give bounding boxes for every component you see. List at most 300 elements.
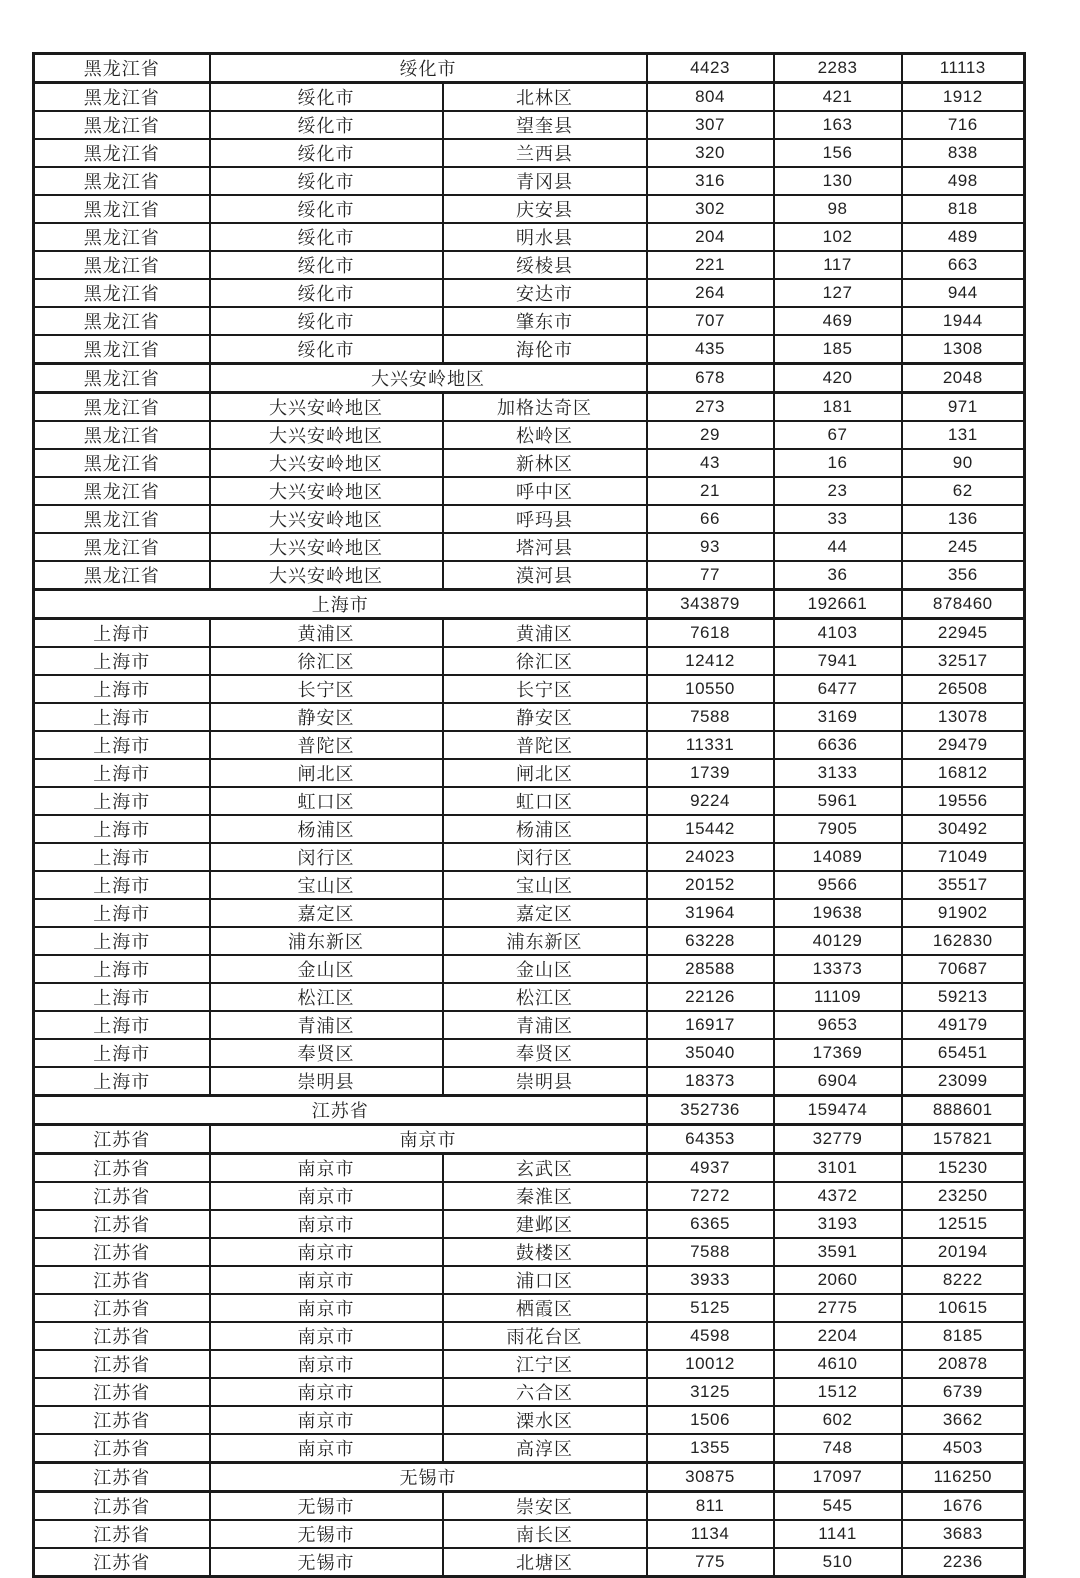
cell-value-3: 20878 — [902, 1350, 1025, 1378]
cell-province: 上海市 — [34, 675, 210, 703]
cell-district: 徐汇区 — [443, 647, 647, 675]
cell-value-2: 102 — [774, 223, 902, 251]
cell-province: 上海市 — [34, 619, 210, 648]
table-row-summary — [34, 54, 1025, 83]
cell-value-2: 2204 — [774, 1322, 902, 1350]
cell-province: 江苏省 — [34, 1463, 210, 1492]
cell-city: 绥化市 — [210, 195, 443, 223]
cell-value-2: 6477 — [774, 675, 902, 703]
cell-province: 黑龙江省 — [34, 335, 210, 364]
table-body — [34, 54, 1025, 1577]
cell-district: 宝山区 — [443, 871, 647, 899]
cell-value-3: 2048 — [902, 364, 1025, 393]
cell-value-3: 32517 — [902, 647, 1025, 675]
cell-value-1: 35040 — [647, 1039, 774, 1067]
cell-province: 上海市 — [34, 927, 210, 955]
cell-value-3: 489 — [902, 223, 1025, 251]
table-row — [34, 871, 1025, 899]
cell-province: 上海市 — [34, 843, 210, 871]
cell-district: 建邺区 — [443, 1210, 647, 1238]
cell-city: 崇明县 — [210, 1067, 443, 1096]
cell-value-3: 15230 — [902, 1154, 1025, 1183]
cell-value-3: 20194 — [902, 1238, 1025, 1266]
cell-province: 江苏省 — [34, 1434, 210, 1463]
table-row — [34, 1406, 1025, 1434]
cell-district: 明水县 — [443, 223, 647, 251]
cell-value-3: 716 — [902, 111, 1025, 139]
cell-value-1: 3933 — [647, 1266, 774, 1294]
cell-value-3: 131 — [902, 421, 1025, 449]
cell-city: 闸北区 — [210, 759, 443, 787]
cell-value-2: 6904 — [774, 1067, 902, 1096]
cell-value-3: 1944 — [902, 307, 1025, 335]
cell-value-3: 136 — [902, 505, 1025, 533]
cell-value-2: 192661 — [774, 590, 902, 619]
cell-value-2: 421 — [774, 83, 902, 112]
cell-province: 上海市 — [34, 1067, 210, 1096]
cell-province: 上海市 — [34, 1011, 210, 1039]
cell-province: 江苏省 — [34, 1238, 210, 1266]
cell-province: 上海市 — [34, 871, 210, 899]
cell-value-2: 420 — [774, 364, 902, 393]
cell-value-2: 3133 — [774, 759, 902, 787]
cell-district: 江宁区 — [443, 1350, 647, 1378]
cell-value-3: 49179 — [902, 1011, 1025, 1039]
cell-city: 奉贤区 — [210, 1039, 443, 1067]
cell-value-3: 12515 — [902, 1210, 1025, 1238]
cell-province: 江苏省 — [34, 1182, 210, 1210]
cell-city: 浦东新区 — [210, 927, 443, 955]
cell-province: 黑龙江省 — [34, 139, 210, 167]
cell-value-2: 2060 — [774, 1266, 902, 1294]
cell-value-3: 23099 — [902, 1067, 1025, 1096]
table-row — [34, 335, 1025, 364]
cell-value-3: 1912 — [902, 83, 1025, 112]
cell-city: 大兴安岭地区 — [210, 505, 443, 533]
cell-city: 大兴安岭地区 — [210, 421, 443, 449]
cell-value-3: 245 — [902, 533, 1025, 561]
cell-district: 高淳区 — [443, 1434, 647, 1463]
table-row — [34, 647, 1025, 675]
cell-city: 普陀区 — [210, 731, 443, 759]
cell-value-2: 163 — [774, 111, 902, 139]
cell-value-2: 32779 — [774, 1125, 902, 1154]
table-row — [34, 1182, 1025, 1210]
table-row — [34, 675, 1025, 703]
cell-value-2: 36 — [774, 561, 902, 590]
cell-province: 江苏省 — [34, 1378, 210, 1406]
table-row — [34, 195, 1025, 223]
cell-value-2: 16 — [774, 449, 902, 477]
table-row — [34, 1548, 1025, 1577]
cell-value-2: 159474 — [774, 1096, 902, 1125]
cell-value-3: 4503 — [902, 1434, 1025, 1463]
cell-value-1: 15442 — [647, 815, 774, 843]
cell-value-3: 162830 — [902, 927, 1025, 955]
cell-city: 绥化市 — [210, 167, 443, 195]
table-row — [34, 223, 1025, 251]
cell-province: 黑龙江省 — [34, 54, 210, 83]
cell-city: 绥化市 — [210, 251, 443, 279]
cell-value-1: 5125 — [647, 1294, 774, 1322]
cell-value-3: 22945 — [902, 619, 1025, 648]
cell-value-1: 66 — [647, 505, 774, 533]
cell-value-1: 316 — [647, 167, 774, 195]
table-row-summary — [34, 364, 1025, 393]
cell-value-1: 707 — [647, 307, 774, 335]
cell-city: 南京市 — [210, 1294, 443, 1322]
cell-district: 松岭区 — [443, 421, 647, 449]
cell-value-3: 838 — [902, 139, 1025, 167]
cell-province: 江苏省 — [34, 1350, 210, 1378]
table-row — [34, 505, 1025, 533]
cell-province: 黑龙江省 — [34, 279, 210, 307]
table-row — [34, 1039, 1025, 1067]
cell-value-2: 98 — [774, 195, 902, 223]
cell-district: 虹口区 — [443, 787, 647, 815]
table-row — [34, 421, 1025, 449]
cell-city: 无锡市 — [210, 1548, 443, 1577]
cell-value-2: 2283 — [774, 54, 902, 83]
cell-province: 上海市 — [34, 647, 210, 675]
cell-district: 普陀区 — [443, 731, 647, 759]
cell-value-3: 1676 — [902, 1492, 1025, 1521]
cell-city-merged: 大兴安岭地区 — [210, 364, 647, 393]
cell-value-3: 13078 — [902, 703, 1025, 731]
table-row — [34, 251, 1025, 279]
cell-value-3: 8222 — [902, 1266, 1025, 1294]
cell-value-2: 156 — [774, 139, 902, 167]
cell-city-merged: 无锡市 — [210, 1463, 647, 1492]
table-row — [34, 1520, 1025, 1548]
table-row — [34, 167, 1025, 195]
cell-city: 金山区 — [210, 955, 443, 983]
table-row — [34, 899, 1025, 927]
cell-district: 北塘区 — [443, 1548, 647, 1577]
cell-value-3: 35517 — [902, 871, 1025, 899]
cell-value-2: 117 — [774, 251, 902, 279]
cell-value-1: 1506 — [647, 1406, 774, 1434]
cell-province: 黑龙江省 — [34, 561, 210, 590]
cell-district: 漠河县 — [443, 561, 647, 590]
cell-value-1: 64353 — [647, 1125, 774, 1154]
cell-province: 江苏省 — [34, 1520, 210, 1548]
cell-city: 无锡市 — [210, 1492, 443, 1521]
cell-province: 上海市 — [34, 899, 210, 927]
cell-city: 闵行区 — [210, 843, 443, 871]
cell-value-3: 71049 — [902, 843, 1025, 871]
table-row — [34, 1492, 1025, 1521]
cell-province: 上海市 — [34, 815, 210, 843]
cell-district: 呼玛县 — [443, 505, 647, 533]
table-row — [34, 731, 1025, 759]
cell-city: 宝山区 — [210, 871, 443, 899]
cell-value-2: 3591 — [774, 1238, 902, 1266]
cell-value-1: 204 — [647, 223, 774, 251]
cell-value-3: 2236 — [902, 1548, 1025, 1577]
cell-province: 黑龙江省 — [34, 195, 210, 223]
cell-value-2: 130 — [774, 167, 902, 195]
cell-province: 黑龙江省 — [34, 223, 210, 251]
table-row — [34, 1154, 1025, 1183]
cell-value-1: 31964 — [647, 899, 774, 927]
cell-district: 六合区 — [443, 1378, 647, 1406]
table-row — [34, 1011, 1025, 1039]
cell-value-3: 116250 — [902, 1463, 1025, 1492]
cell-value-3: 19556 — [902, 787, 1025, 815]
cell-province: 江苏省 — [34, 1154, 210, 1183]
cell-district: 崇明县 — [443, 1067, 647, 1096]
table-row — [34, 1238, 1025, 1266]
cell-value-3: 16812 — [902, 759, 1025, 787]
cell-value-1: 21 — [647, 477, 774, 505]
cell-value-1: 1739 — [647, 759, 774, 787]
cell-city: 大兴安岭地区 — [210, 533, 443, 561]
cell-value-1: 18373 — [647, 1067, 774, 1096]
cell-district: 鼓楼区 — [443, 1238, 647, 1266]
cell-province: 黑龙江省 — [34, 83, 210, 112]
cell-value-1: 352736 — [647, 1096, 774, 1125]
cell-province: 江苏省 — [34, 1125, 210, 1154]
cell-city: 绥化市 — [210, 111, 443, 139]
cell-district: 安达市 — [443, 279, 647, 307]
cell-value-1: 10550 — [647, 675, 774, 703]
cell-district: 加格达奇区 — [443, 393, 647, 422]
cell-value-2: 2775 — [774, 1294, 902, 1322]
cell-value-1: 20152 — [647, 871, 774, 899]
table-row — [34, 703, 1025, 731]
cell-value-1: 804 — [647, 83, 774, 112]
cell-value-2: 4610 — [774, 1350, 902, 1378]
table-row — [34, 815, 1025, 843]
cell-city: 绥化市 — [210, 307, 443, 335]
cell-city: 南京市 — [210, 1350, 443, 1378]
cell-province: 江苏省 — [34, 1210, 210, 1238]
cell-city: 大兴安岭地区 — [210, 449, 443, 477]
cell-value-1: 302 — [647, 195, 774, 223]
cell-district: 闵行区 — [443, 843, 647, 871]
cell-value-3: 818 — [902, 195, 1025, 223]
cell-province: 黑龙江省 — [34, 393, 210, 422]
cell-city: 松江区 — [210, 983, 443, 1011]
cell-district: 望奎县 — [443, 111, 647, 139]
cell-value-3: 29479 — [902, 731, 1025, 759]
cell-value-3: 1308 — [902, 335, 1025, 364]
cell-district: 嘉定区 — [443, 899, 647, 927]
cell-value-3: 888601 — [902, 1096, 1025, 1125]
table-row — [34, 1378, 1025, 1406]
cell-value-1: 264 — [647, 279, 774, 307]
cell-city: 青浦区 — [210, 1011, 443, 1039]
cell-value-2: 3169 — [774, 703, 902, 731]
cell-value-2: 67 — [774, 421, 902, 449]
table-row — [34, 393, 1025, 422]
cell-city: 大兴安岭地区 — [210, 477, 443, 505]
cell-value-1: 4937 — [647, 1154, 774, 1183]
cell-value-1: 4598 — [647, 1322, 774, 1350]
cell-province: 江苏省 — [34, 1548, 210, 1577]
cell-province: 黑龙江省 — [34, 251, 210, 279]
cell-city: 南京市 — [210, 1182, 443, 1210]
cell-value-1: 811 — [647, 1492, 774, 1521]
cell-province: 江苏省 — [34, 1406, 210, 1434]
cell-city-merged: 南京市 — [210, 1125, 647, 1154]
table-row — [34, 787, 1025, 815]
cell-city: 徐汇区 — [210, 647, 443, 675]
cell-value-1: 4423 — [647, 54, 774, 83]
cell-value-1: 221 — [647, 251, 774, 279]
cell-value-1: 7272 — [647, 1182, 774, 1210]
cell-value-1: 9224 — [647, 787, 774, 815]
cell-district: 溧水区 — [443, 1406, 647, 1434]
cell-value-1: 28588 — [647, 955, 774, 983]
cell-value-2: 19638 — [774, 899, 902, 927]
cell-province: 上海市 — [34, 955, 210, 983]
cell-value-1: 43 — [647, 449, 774, 477]
table-row — [34, 279, 1025, 307]
cell-value-2: 11109 — [774, 983, 902, 1011]
cell-province: 黑龙江省 — [34, 167, 210, 195]
cell-value-3: 3662 — [902, 1406, 1025, 1434]
table-row — [34, 843, 1025, 871]
cell-district: 兰西县 — [443, 139, 647, 167]
cell-district: 金山区 — [443, 955, 647, 983]
cell-value-1: 307 — [647, 111, 774, 139]
cell-province: 上海市 — [34, 1039, 210, 1067]
table-row — [34, 1322, 1025, 1350]
cell-value-3: 62 — [902, 477, 1025, 505]
cell-value-2: 3193 — [774, 1210, 902, 1238]
cell-value-2: 40129 — [774, 927, 902, 955]
cell-district: 黄浦区 — [443, 619, 647, 648]
cell-value-1: 24023 — [647, 843, 774, 871]
table-row — [34, 307, 1025, 335]
cell-value-1: 30875 — [647, 1463, 774, 1492]
cell-value-1: 343879 — [647, 590, 774, 619]
cell-value-3: 90 — [902, 449, 1025, 477]
cell-value-3: 3683 — [902, 1520, 1025, 1548]
cell-city: 南京市 — [210, 1266, 443, 1294]
cell-district: 浦东新区 — [443, 927, 647, 955]
cell-value-3: 663 — [902, 251, 1025, 279]
cell-value-3: 6739 — [902, 1378, 1025, 1406]
cell-value-1: 273 — [647, 393, 774, 422]
cell-value-2: 17369 — [774, 1039, 902, 1067]
cell-value-3: 971 — [902, 393, 1025, 422]
cell-city: 黄浦区 — [210, 619, 443, 648]
cell-value-1: 77 — [647, 561, 774, 590]
cell-value-2: 4372 — [774, 1182, 902, 1210]
cell-city: 绥化市 — [210, 83, 443, 112]
table-row-summary — [34, 1096, 1025, 1125]
cell-value-1: 11331 — [647, 731, 774, 759]
cell-value-2: 23 — [774, 477, 902, 505]
cell-value-2: 1141 — [774, 1520, 902, 1548]
table-row — [34, 111, 1025, 139]
cell-district: 海伦市 — [443, 335, 647, 364]
cell-value-3: 356 — [902, 561, 1025, 590]
cell-value-2: 7905 — [774, 815, 902, 843]
cell-city: 南京市 — [210, 1238, 443, 1266]
cell-value-1: 10012 — [647, 1350, 774, 1378]
cell-city: 绥化市 — [210, 279, 443, 307]
cell-province: 江苏省 — [34, 1322, 210, 1350]
table-row — [34, 477, 1025, 505]
table-row — [34, 1350, 1025, 1378]
cell-value-3: 59213 — [902, 983, 1025, 1011]
cell-district: 北林区 — [443, 83, 647, 112]
cell-value-1: 12412 — [647, 647, 774, 675]
cell-value-2: 9566 — [774, 871, 902, 899]
cell-district: 奉贤区 — [443, 1039, 647, 1067]
table-row-summary — [34, 1125, 1025, 1154]
cell-value-2: 181 — [774, 393, 902, 422]
cell-value-1: 3125 — [647, 1378, 774, 1406]
table-row — [34, 927, 1025, 955]
cell-district: 青浦区 — [443, 1011, 647, 1039]
cell-province: 江苏省 — [34, 1294, 210, 1322]
cell-value-1: 320 — [647, 139, 774, 167]
cell-city: 南京市 — [210, 1434, 443, 1463]
cell-city: 静安区 — [210, 703, 443, 731]
cell-region-merged: 上海市 — [34, 590, 647, 619]
table-row — [34, 83, 1025, 112]
cell-city: 南京市 — [210, 1378, 443, 1406]
cell-value-3: 30492 — [902, 815, 1025, 843]
table-row — [34, 139, 1025, 167]
cell-district: 秦淮区 — [443, 1182, 647, 1210]
cell-province: 上海市 — [34, 983, 210, 1011]
cell-city: 大兴安岭地区 — [210, 561, 443, 590]
table-row — [34, 1266, 1025, 1294]
cell-value-2: 7941 — [774, 647, 902, 675]
cell-value-2: 9653 — [774, 1011, 902, 1039]
cell-value-1: 93 — [647, 533, 774, 561]
cell-province: 江苏省 — [34, 1266, 210, 1294]
cell-city-merged: 绥化市 — [210, 54, 647, 83]
table-row — [34, 561, 1025, 590]
cell-value-2: 545 — [774, 1492, 902, 1521]
cell-district: 杨浦区 — [443, 815, 647, 843]
cell-district: 雨花台区 — [443, 1322, 647, 1350]
cell-province: 黑龙江省 — [34, 533, 210, 561]
cell-value-2: 44 — [774, 533, 902, 561]
cell-value-1: 7618 — [647, 619, 774, 648]
cell-province: 黑龙江省 — [34, 111, 210, 139]
cell-value-3: 878460 — [902, 590, 1025, 619]
cell-province: 黑龙江省 — [34, 449, 210, 477]
admin-divisions-table — [32, 52, 1026, 1578]
cell-value-1: 1355 — [647, 1434, 774, 1463]
cell-city: 长宁区 — [210, 675, 443, 703]
cell-value-3: 10615 — [902, 1294, 1025, 1322]
table-row — [34, 983, 1025, 1011]
cell-value-3: 65451 — [902, 1039, 1025, 1067]
cell-district: 呼中区 — [443, 477, 647, 505]
table-row — [34, 533, 1025, 561]
cell-city: 杨浦区 — [210, 815, 443, 843]
cell-value-2: 13373 — [774, 955, 902, 983]
cell-city: 南京市 — [210, 1210, 443, 1238]
cell-value-2: 3101 — [774, 1154, 902, 1183]
cell-district: 松江区 — [443, 983, 647, 1011]
table-row-summary — [34, 590, 1025, 619]
cell-province: 黑龙江省 — [34, 505, 210, 533]
cell-value-1: 29 — [647, 421, 774, 449]
cell-province: 上海市 — [34, 703, 210, 731]
cell-district: 南长区 — [443, 1520, 647, 1548]
cell-value-3: 11113 — [902, 54, 1025, 83]
